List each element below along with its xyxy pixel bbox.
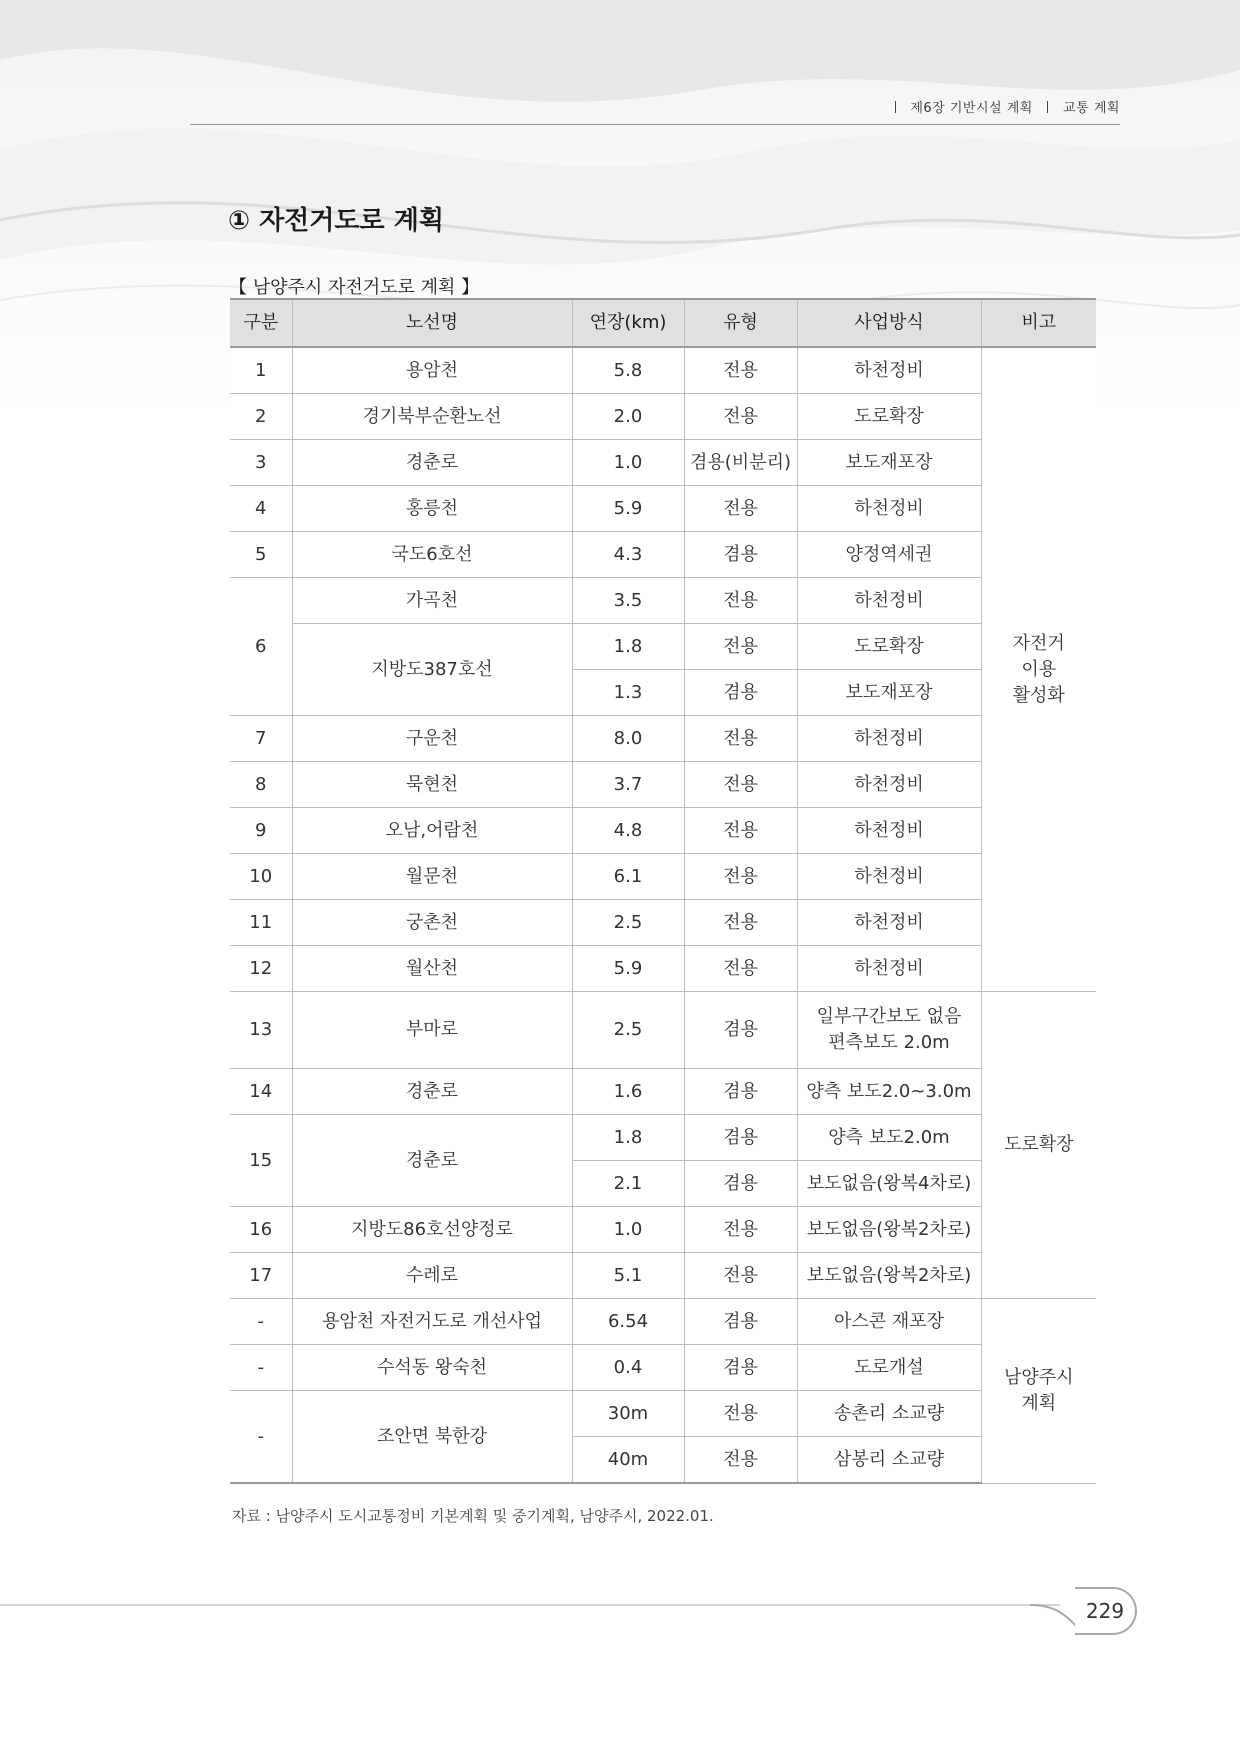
table-row bbox=[230, 394, 1096, 440]
cell-method: 하천정비 bbox=[797, 808, 981, 854]
table-row bbox=[230, 946, 1096, 992]
cell-route: 홍릉천 bbox=[292, 486, 572, 532]
cell-type: 전용 bbox=[684, 624, 797, 670]
cell-length: 1.8 bbox=[572, 1115, 684, 1161]
cell-no: 10 bbox=[230, 854, 292, 900]
column-header: 구분 bbox=[230, 299, 292, 347]
header-divider bbox=[895, 101, 896, 113]
cell-type: 겸용 bbox=[684, 992, 797, 1069]
cell-route: 부마로 bbox=[292, 992, 572, 1069]
cell-length: 1.0 bbox=[572, 1207, 684, 1253]
cell-length: 2.1 bbox=[572, 1161, 684, 1207]
cell-method: 보도재포장 bbox=[797, 440, 981, 486]
cell-no: - bbox=[230, 1345, 292, 1391]
cell-route: 경기북부순환노선 bbox=[292, 394, 572, 440]
cell-no: 13 bbox=[230, 992, 292, 1069]
cell-method: 보도재포장 bbox=[797, 670, 981, 716]
cell-route: 국도6호선 bbox=[292, 532, 572, 578]
cell-no: - bbox=[230, 1299, 292, 1345]
cell-method: 하천정비 bbox=[797, 854, 981, 900]
bicycle-road-table bbox=[230, 298, 1096, 1484]
cell-length: 1.6 bbox=[572, 1069, 684, 1115]
cell-type: 겸용 bbox=[684, 1069, 797, 1115]
table-row bbox=[230, 1391, 1096, 1437]
cell-method: 송촌리 소교량 bbox=[797, 1391, 981, 1437]
cell-no: 5 bbox=[230, 532, 292, 578]
cell-no: 4 bbox=[230, 486, 292, 532]
cell-no: 2 bbox=[230, 394, 292, 440]
cell-no: 16 bbox=[230, 1207, 292, 1253]
cell-route: 월문천 bbox=[292, 854, 572, 900]
table-row bbox=[230, 486, 1096, 532]
cell-length: 8.0 bbox=[572, 716, 684, 762]
cell-length: 2.0 bbox=[572, 394, 684, 440]
cell-type: 겸용 bbox=[684, 1115, 797, 1161]
cell-length: 5.1 bbox=[572, 1253, 684, 1299]
cell-type: 전용 bbox=[684, 1207, 797, 1253]
table-row bbox=[230, 624, 1096, 670]
cell-type: 전용 bbox=[684, 1437, 797, 1484]
cell-length: 0.4 bbox=[572, 1345, 684, 1391]
running-header bbox=[885, 97, 1120, 116]
column-header: 사업방식 bbox=[797, 299, 981, 347]
cell-method: 양정역세권 bbox=[797, 532, 981, 578]
cell-type: 전용 bbox=[684, 946, 797, 992]
cell-type: 전용 bbox=[684, 716, 797, 762]
cell-length: 3.5 bbox=[572, 578, 684, 624]
page-number: 229 bbox=[1075, 1587, 1137, 1635]
cell-type: 전용 bbox=[684, 347, 797, 394]
cell-type: 겸용 bbox=[684, 532, 797, 578]
table-row bbox=[230, 347, 1096, 394]
cell-length: 1.3 bbox=[572, 670, 684, 716]
table-row bbox=[230, 578, 1096, 624]
cell-type: 전용 bbox=[684, 578, 797, 624]
cell-no: 12 bbox=[230, 946, 292, 992]
cell-route: 조안면 북한강 bbox=[292, 1391, 572, 1484]
cell-method: 보도없음(왕복4차로) bbox=[797, 1161, 981, 1207]
cell-method: 보도없음(왕복2차로) bbox=[797, 1207, 981, 1253]
table-row bbox=[230, 1115, 1096, 1161]
cell-route: 수레로 bbox=[292, 1253, 572, 1299]
cell-route: 오남,어람천 bbox=[292, 808, 572, 854]
cell-length: 5.8 bbox=[572, 347, 684, 394]
cell-route: 용암천 bbox=[292, 347, 572, 394]
cell-type: 전용 bbox=[684, 900, 797, 946]
cell-type: 겸용 bbox=[684, 1299, 797, 1345]
cell-method: 도로개설 bbox=[797, 1345, 981, 1391]
cell-type: 겸용 bbox=[684, 1161, 797, 1207]
cell-length: 1.0 bbox=[572, 440, 684, 486]
cell-type: 전용 bbox=[684, 394, 797, 440]
column-header: 유형 bbox=[684, 299, 797, 347]
cell-method: 하천정비 bbox=[797, 347, 981, 394]
table-row bbox=[230, 900, 1096, 946]
cell-method: 하천정비 bbox=[797, 900, 981, 946]
cell-type: 전용 bbox=[684, 1391, 797, 1437]
cell-route: 수석동 왕숙천 bbox=[292, 1345, 572, 1391]
table-row bbox=[230, 1345, 1096, 1391]
cell-length: 2.5 bbox=[572, 992, 684, 1069]
cell-route: 묵현천 bbox=[292, 762, 572, 808]
cell-length: 6.54 bbox=[572, 1299, 684, 1345]
cell-length: 4.3 bbox=[572, 532, 684, 578]
cell-no: 9 bbox=[230, 808, 292, 854]
cell-type: 겸용 bbox=[684, 1345, 797, 1391]
cell-method: 도로확장 bbox=[797, 394, 981, 440]
cell-length: 30m bbox=[572, 1391, 684, 1437]
table-source-note: 자료 : 남양주시 도시교통정비 기본계획 및 중기계획, 남양주시, 2022.01. bbox=[232, 1507, 714, 1525]
cell-length: 5.9 bbox=[572, 486, 684, 532]
cell-type: 전용 bbox=[684, 762, 797, 808]
header-divider bbox=[1047, 101, 1048, 113]
column-header: 노선명 bbox=[292, 299, 572, 347]
cell-length: 5.9 bbox=[572, 946, 684, 992]
section-title: ① 자전거도로 계획 bbox=[228, 206, 444, 236]
cell-route: 경춘로 bbox=[292, 1069, 572, 1115]
cell-route: 경춘로 bbox=[292, 440, 572, 486]
cell-method: 보도없음(왕복2차로) bbox=[797, 1253, 981, 1299]
cell-route: 구운천 bbox=[292, 716, 572, 762]
cell-method: 양측 보도2.0~3.0m bbox=[797, 1069, 981, 1115]
cell-method: 도로확장 bbox=[797, 624, 981, 670]
table-row bbox=[230, 440, 1096, 486]
header-section: 교통 계획 bbox=[1063, 101, 1120, 116]
cell-method: 하천정비 bbox=[797, 762, 981, 808]
table-row bbox=[230, 716, 1096, 762]
cell-route: 용암천 자전거도로 개선사업 bbox=[292, 1299, 572, 1345]
cell-type: 전용 bbox=[684, 486, 797, 532]
cell-no: 11 bbox=[230, 900, 292, 946]
cell-no: 6 bbox=[230, 578, 292, 716]
table-row bbox=[230, 532, 1096, 578]
column-header: 연장(km) bbox=[572, 299, 684, 347]
cell-method: 하천정비 bbox=[797, 716, 981, 762]
cell-method: 하천정비 bbox=[797, 486, 981, 532]
cell-method: 하천정비 bbox=[797, 946, 981, 992]
cell-type: 겸용(비분리) bbox=[684, 440, 797, 486]
cell-route: 경춘로 bbox=[292, 1115, 572, 1207]
cell-no: 14 bbox=[230, 1069, 292, 1115]
cell-method: 양측 보도2.0m bbox=[797, 1115, 981, 1161]
cell-no: 3 bbox=[230, 440, 292, 486]
footer-rule bbox=[0, 1604, 1060, 1606]
cell-type: 전용 bbox=[684, 808, 797, 854]
header-chapter: 제6장 기반시설 계획 bbox=[910, 101, 1033, 116]
cell-route: 지방도86호선양정로 bbox=[292, 1207, 572, 1253]
table-row bbox=[230, 808, 1096, 854]
cell-no: 1 bbox=[230, 347, 292, 394]
cell-remark: 도로확장 bbox=[981, 992, 1096, 1299]
table-row bbox=[230, 1069, 1096, 1115]
table-row bbox=[230, 762, 1096, 808]
column-header: 비고 bbox=[981, 299, 1096, 347]
table-row bbox=[230, 1207, 1096, 1253]
cell-length: 4.8 bbox=[572, 808, 684, 854]
cell-route: 가곡천 bbox=[292, 578, 572, 624]
table-row bbox=[230, 1299, 1096, 1345]
cell-method: 삼봉리 소교량 bbox=[797, 1437, 981, 1484]
header-rule bbox=[190, 124, 1120, 125]
cell-method: 아스콘 재포장 bbox=[797, 1299, 981, 1345]
cell-remark: 자전거 이용 활성화 bbox=[981, 347, 1096, 992]
cell-route: 지방도387호선 bbox=[292, 624, 572, 716]
cell-route: 궁촌천 bbox=[292, 900, 572, 946]
cell-length: 2.5 bbox=[572, 900, 684, 946]
cell-length: 6.1 bbox=[572, 854, 684, 900]
table-header-row bbox=[230, 299, 1096, 347]
cell-no: 8 bbox=[230, 762, 292, 808]
cell-remark: 남양주시 계획 bbox=[981, 1299, 1096, 1484]
cell-route: 월산천 bbox=[292, 946, 572, 992]
cell-no: 15 bbox=[230, 1115, 292, 1207]
cell-no: 17 bbox=[230, 1253, 292, 1299]
cell-length: 1.8 bbox=[572, 624, 684, 670]
cell-method: 일부구간보도 없음 편측보도 2.0m bbox=[797, 992, 981, 1069]
table-caption: 【 남양주시 자전거도로 계획 】 bbox=[229, 277, 480, 298]
cell-length: 3.7 bbox=[572, 762, 684, 808]
cell-no: - bbox=[230, 1391, 292, 1484]
table-row bbox=[230, 854, 1096, 900]
cell-type: 겸용 bbox=[684, 670, 797, 716]
table-row bbox=[230, 1253, 1096, 1299]
table-row bbox=[230, 992, 1096, 1069]
cell-method: 하천정비 bbox=[797, 578, 981, 624]
cell-type: 전용 bbox=[684, 1253, 797, 1299]
cell-type: 전용 bbox=[684, 854, 797, 900]
cell-length: 40m bbox=[572, 1437, 684, 1484]
cell-no: 7 bbox=[230, 716, 292, 762]
